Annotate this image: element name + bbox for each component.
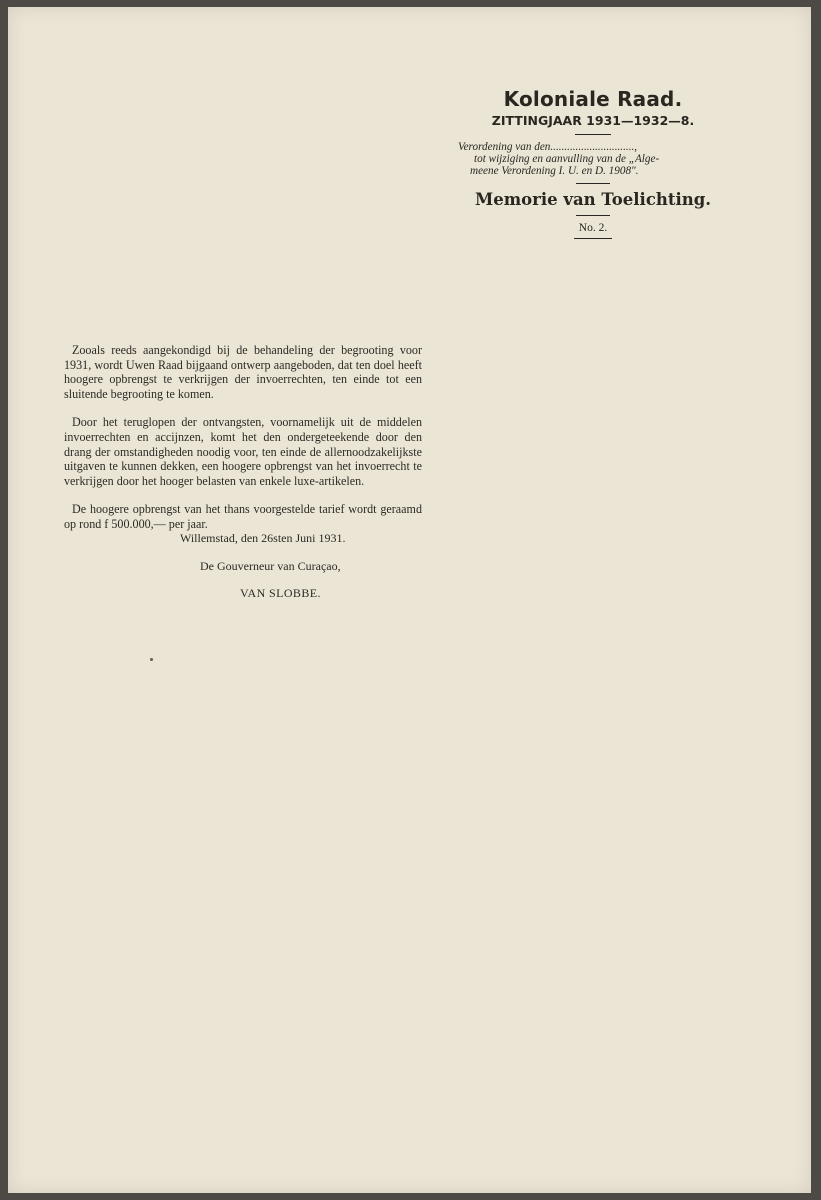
body-paragraph: Door het teruglopen der ontvangsten, voornamelijk uit de middelen invoerrechten en accijnzen, komt het den ondergeteekende door den drang der omstandigheden noodig voor, ten einde de allernoodzakelijkste uitgaven te kunnen dekken, een hoogere opbrengst van het invoerrecht te verkrijgen door het hooger belasten van enkele luxe-artikelen. bbox=[64, 415, 422, 488]
ink-speck bbox=[150, 658, 153, 661]
divider-rule bbox=[576, 215, 610, 216]
ordinance-line: Verordening van den.............................., bbox=[458, 141, 638, 153]
session-year: ZITTINGJAAR 1931—1932—8. bbox=[491, 113, 695, 128]
ordinance-line: meene Verordening I. U. en D. 1908". bbox=[470, 165, 639, 177]
body-paragraph: De hoogere opbrengst van het thans voorgestelde tarief wordt geraamd op rond f 500.000,— per jaar. bbox=[64, 502, 422, 531]
document-page bbox=[8, 7, 811, 1193]
body-paragraph: Zooals reeds aangekondigd bij de behandeling der begrooting voor 1931, wordt Uwen Raad bijgaand ontwerp aangeboden, dat ten doel heeft hoogere opbrengst te verkrijgen der invoerrechten, ten einde tot een sluitende begrooting te komen. bbox=[64, 343, 422, 401]
divider-rule bbox=[575, 134, 611, 135]
memorandum-body bbox=[64, 343, 422, 546]
document-header bbox=[448, 87, 738, 245]
memorie-title: Memorie van Toelichting. bbox=[474, 190, 712, 209]
divider-rule bbox=[574, 238, 612, 239]
council-title: Koloniale Raad. bbox=[503, 87, 683, 111]
ordinance-line: tot wijziging en aanvulling van de „Alge- bbox=[474, 153, 660, 165]
document-number: No. 2. bbox=[578, 222, 608, 234]
ordinance-description bbox=[448, 141, 738, 177]
divider-rule bbox=[576, 183, 610, 184]
signature: VAN SLOBBE. bbox=[240, 586, 321, 600]
place-date: Willemstad, den 26sten Juni 1931. bbox=[180, 531, 346, 545]
signatory-title: De Gouverneur van Curaçao, bbox=[200, 559, 341, 573]
